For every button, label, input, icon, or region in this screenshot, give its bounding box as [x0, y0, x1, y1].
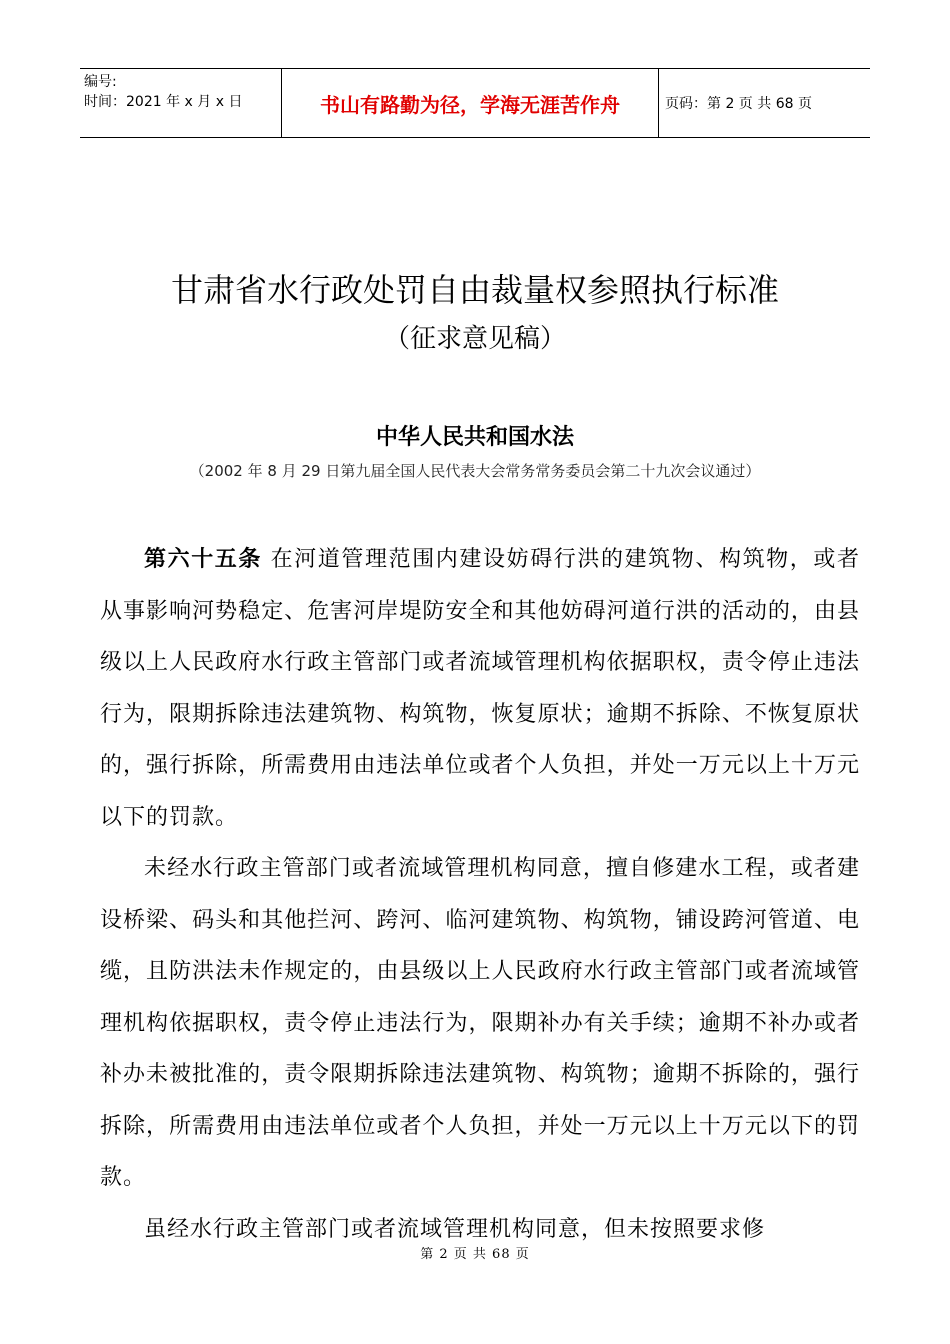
header-meta	[80, 69, 282, 137]
document-subtitle: （征求意见稿）	[383, 324, 566, 354]
header-motto: 书山有路勤为径，学海无涯苦作舟	[282, 69, 659, 137]
page-footer: 第 2 页 共 68 页	[420, 1247, 530, 1262]
paragraph-2: 未经水行政主管部门或者流域管理机构同意，擅自修建水工程，或者建设桥梁、码头和其他拦河、跨河、临河建筑物、构筑物，铺设跨河管道、电缆，且防洪法未作规定的，由县级以上人民政府水行政主管部门或者流域管理机构依据职权，责令停止违法行为，限期补办有关手续；逾期不补办或者补办未被批准的，责令限期拆除违法建筑物、构筑物；逾期不拆除的，强行拆除，所需费用由违法单位或者个人负担，并处一万元以上十万元以下的罚款。	[100, 856, 860, 1190]
law-name: 中华人民共和国水法	[375, 425, 574, 450]
article-label: 第六十五条	[144, 547, 262, 572]
number-label: 编号:	[84, 74, 117, 90]
header-table	[80, 68, 870, 138]
document-body	[100, 534, 860, 1255]
paragraph-1	[100, 534, 860, 843]
date-label: 时间：2021 年 x 月 x 日	[84, 94, 243, 110]
paragraph-3: 虽经水行政主管部门或者流域管理机构同意，但未按照要求修	[144, 1216, 766, 1242]
paragraph-1-text: 在河道管理范围内建设妨碍行洪的建筑物、构筑物，或者从事影响河势稳定、危害河岸堤防安全和其他妨碍河道行洪的活动的，由县级以上人民政府水行政主管部门或者流域管理机构依据职权，责令停止违法行为，限期拆除违法建筑物、构筑物，恢复原状；逾期不拆除、不恢复原状的，强行拆除，所需费用由违法单位或者个人负担，并处一万元以上十万元以下的罚款。	[100, 547, 860, 830]
header-page-info: 页码：第 2 页 共 68 页	[665, 96, 812, 112]
document-title: 甘肃省水行政处罚自由裁量权参照执行标准	[170, 271, 779, 309]
law-note: （2002 年 8 月 29 日第九届全国人民代表大会常务常务委员会第二十九次会议通过）	[189, 462, 761, 480]
